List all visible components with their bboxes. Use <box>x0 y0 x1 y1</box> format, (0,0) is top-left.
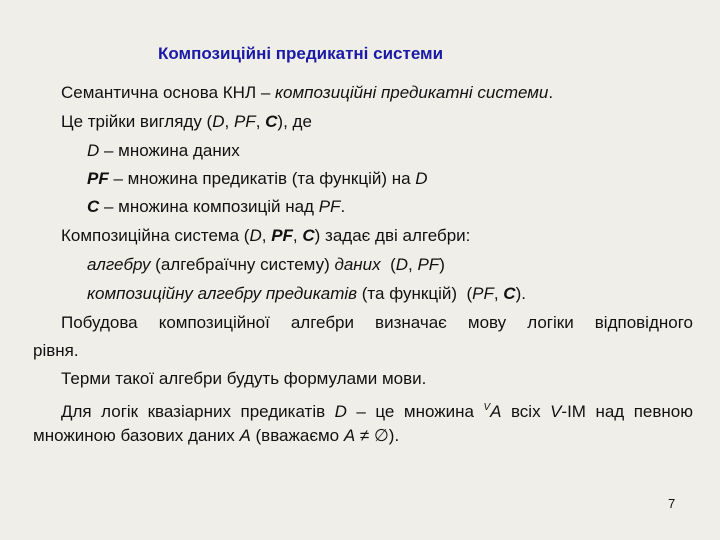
text: . <box>340 197 346 216</box>
text: ≠ ∅). <box>355 426 400 445</box>
text: – множина даних <box>99 141 240 160</box>
superscript-V: V <box>483 402 491 413</box>
symbol-PF: PF <box>417 255 440 274</box>
term-compositional-systems: композиційні предикатні системи <box>275 83 549 102</box>
symbol-D: D <box>415 169 428 188</box>
line-language-definition: Побудова композиційної алгебри визначає мову логіки відповідного <box>61 313 693 332</box>
line-def-PF <box>87 169 428 189</box>
line-quasiary-predicates <box>33 398 693 422</box>
symbol-D: D <box>87 141 100 160</box>
symbol-D: D <box>334 402 347 421</box>
text: , <box>255 112 266 131</box>
line-triples <box>61 112 312 132</box>
text: ), де <box>277 112 312 131</box>
term-predicate-algebra: композиційну алгебру предикатів <box>87 284 358 303</box>
symbol-PF: PF <box>472 284 494 303</box>
symbol-D: D <box>249 226 262 245</box>
line-predicate-algebra <box>87 284 526 304</box>
text: (вважаємо <box>250 426 344 445</box>
symbol-C: C <box>503 284 516 303</box>
text: , <box>292 226 303 245</box>
line-def-C <box>87 197 345 217</box>
text: , <box>224 112 234 131</box>
text: -ІМ над певною <box>561 402 693 421</box>
text: (та функцій) ( <box>357 284 473 303</box>
text: ) <box>439 255 445 274</box>
term-algebra: алгебру <box>87 255 151 274</box>
symbol-A: A <box>343 426 356 445</box>
text: ( <box>380 255 396 274</box>
symbol-A: A <box>490 402 502 421</box>
text: – множина предикатів (та функцій) на <box>108 169 416 188</box>
text: Для логік квазіарних предикатів <box>61 402 335 421</box>
symbol-PF: PF <box>233 112 256 131</box>
line-terms-formulas: Терми такої алгебри будуть формулами мови. <box>61 369 427 388</box>
line-data-algebra <box>87 255 445 275</box>
symbol-C: C <box>87 197 100 216</box>
symbol-PF: PF <box>87 169 109 188</box>
page-number: 7 <box>668 496 676 511</box>
text: . <box>548 83 554 102</box>
symbol-PF: PF <box>271 226 293 245</box>
text: , <box>261 226 272 245</box>
symbol-D: D <box>395 255 409 274</box>
text: Семантична основа КНЛ – <box>61 83 276 102</box>
symbol-V: V <box>550 402 562 421</box>
line-compositional-system <box>61 226 470 246</box>
text: Композиційна система ( <box>61 226 250 245</box>
text: всіх <box>501 402 551 421</box>
term-data: даних <box>334 255 381 274</box>
text: ) задає дві алгебри: <box>314 226 471 245</box>
symbol-A: A <box>239 426 251 445</box>
symbol-PF: PF <box>318 197 341 216</box>
text: , <box>493 284 504 303</box>
text: (алгебраїчну систему) <box>150 255 335 274</box>
text: Це трійки вигляду ( <box>61 112 213 131</box>
symbol-C: C <box>302 226 315 245</box>
line-basic-data-set <box>33 426 399 446</box>
text: множиною базових даних <box>33 426 240 445</box>
text: , <box>408 255 418 274</box>
line-semantic-basis <box>61 83 553 103</box>
symbol-D: D <box>212 112 225 131</box>
slide-title: Композиційні предикатні системи <box>158 44 444 63</box>
text: – множина композицій над <box>99 197 319 216</box>
text: – це множина <box>346 402 484 421</box>
symbol-C: C <box>265 112 278 131</box>
line-def-D <box>87 141 240 161</box>
text: ). <box>515 284 526 303</box>
line-level: рівня. <box>33 341 79 360</box>
